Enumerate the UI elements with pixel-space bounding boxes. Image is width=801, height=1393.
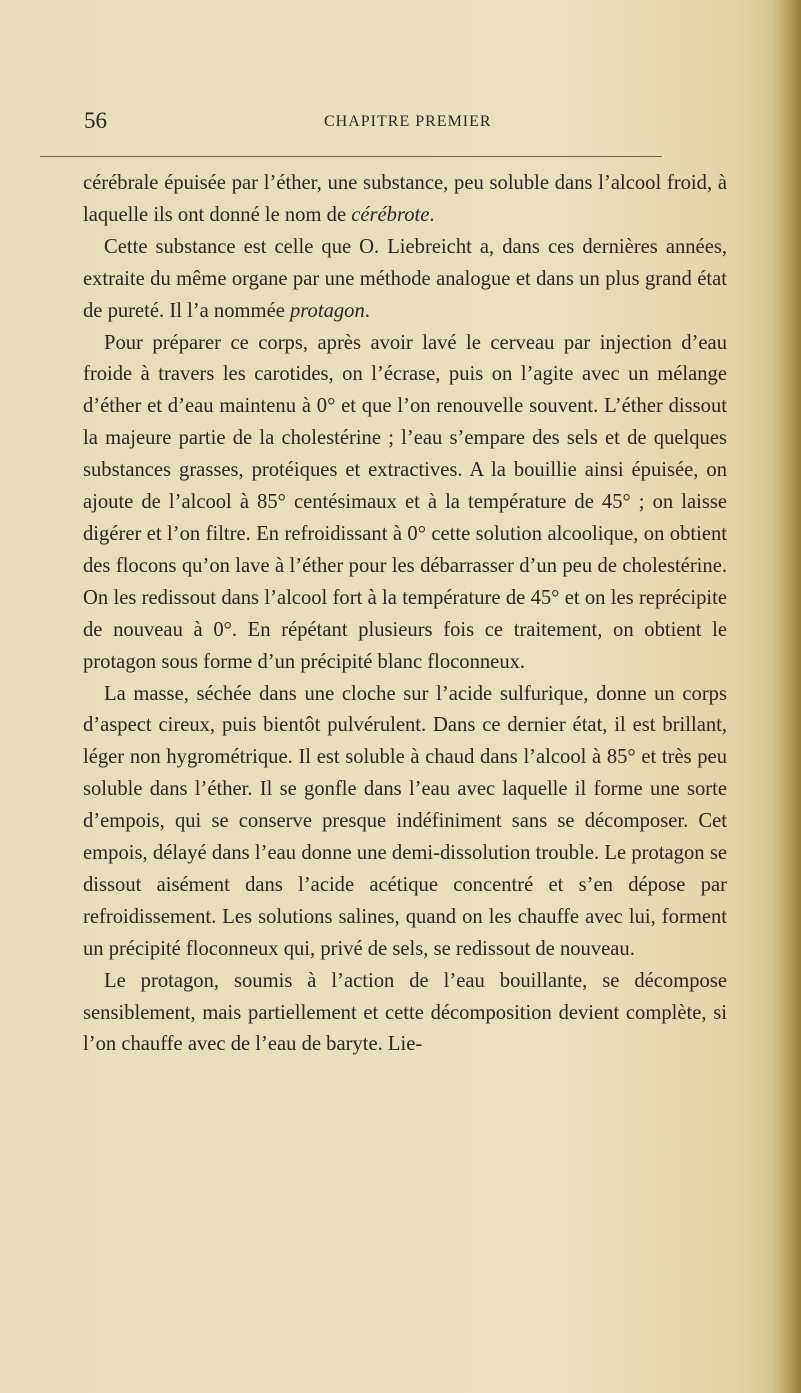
page-edge-shadow <box>773 0 801 1393</box>
running-head: CHAPITRE PREMIER <box>324 113 492 130</box>
paragraph-3 <box>83 328 727 679</box>
page-number: 56 <box>84 108 107 133</box>
paragraph-5 <box>83 966 727 1062</box>
paragraph-2-end: . <box>364 299 370 322</box>
paragraph-1 <box>83 168 727 232</box>
paragraph-1-text: cérébrale épuisée par l’éther, une substance, peu soluble dans l’alcool froid, à laquelle ils ont donné le nom de <box>83 172 727 226</box>
paragraph-2-italic: protagon <box>290 299 365 322</box>
paragraph-2-text: Cette substance est celle que O. Liebreicht a, dans ces dernières années, extraite du même organe par une méthode analogue et dans un plus grand état de pureté. Il l’a nommée <box>83 235 727 322</box>
page-header <box>84 106 724 140</box>
paragraph-5-text: Le protagon, soumis à l’action de l’eau bouillante, se décompose sensiblement, mais partiellement et cette décomposition devient complète, si l’on chauffe avec de l’eau de baryte. Lie- <box>83 969 727 1056</box>
paragraph-3-text: Pour préparer ce corps, après avoir lavé le cerveau par injection d’eau froide à travers les carotides, on l’écrase, puis on l’agite avec un mélange d’éther et d’eau maintenu à 0° et que l’on renouvelle souvent. L’éther dissout la majeure partie de la cholestérine ; l’eau s’empare des sels et de quelques substances grasses, protéiques et extractives. A la bouillie ainsi épuisée, on ajoute de l’alcool à 85° centésimaux et à la température de 45° ; on laisse digérer et l’on filtre. En refroidissant à 0° cette solution alcoolique, on obtient des flocons qu’on lave à l’éther pour les débarrasser d’un peu de cholestérine. On les redissout dans l’alcool fort à la température de 45° et on les reprécipite de nouveau à 0°. En répétant plusieurs fois ce traitement, on obtient le protagon sous forme d’un précipité blanc floconneux. <box>83 331 727 673</box>
paragraph-4-text: La masse, séchée dans une cloche sur l’acide sulfurique, donne un corps d’aspect cireux, puis bientôt pulvérulent. Dans ce dernier état, il est brillant, léger non hygrométrique. Il est soluble à chaud dans l’alcool à 85° et très peu soluble dans l’éther. Il se gonfle dans l’eau avec laquelle il forme une sorte d’empois, qui se conserve presque indéfiniment sans se décomposer. Cet empois, délayé dans l’eau donne une demi-dissolution trouble. Le protagon se dissout aisément dans l’acide acétique concentré et s’en dépose par refroidissement. Les solutions salines, quand on les chauffe avec lui, forment un précipité floconneux qui, privé de sels, se redissout de nouveau. <box>83 682 727 960</box>
paragraph-2 <box>83 232 727 328</box>
paragraph-1-end: . <box>429 203 435 226</box>
paragraph-4 <box>83 679 727 966</box>
header-rule <box>40 156 662 157</box>
body-text <box>83 168 727 1061</box>
paragraph-1-italic: cérébrote <box>351 203 430 226</box>
